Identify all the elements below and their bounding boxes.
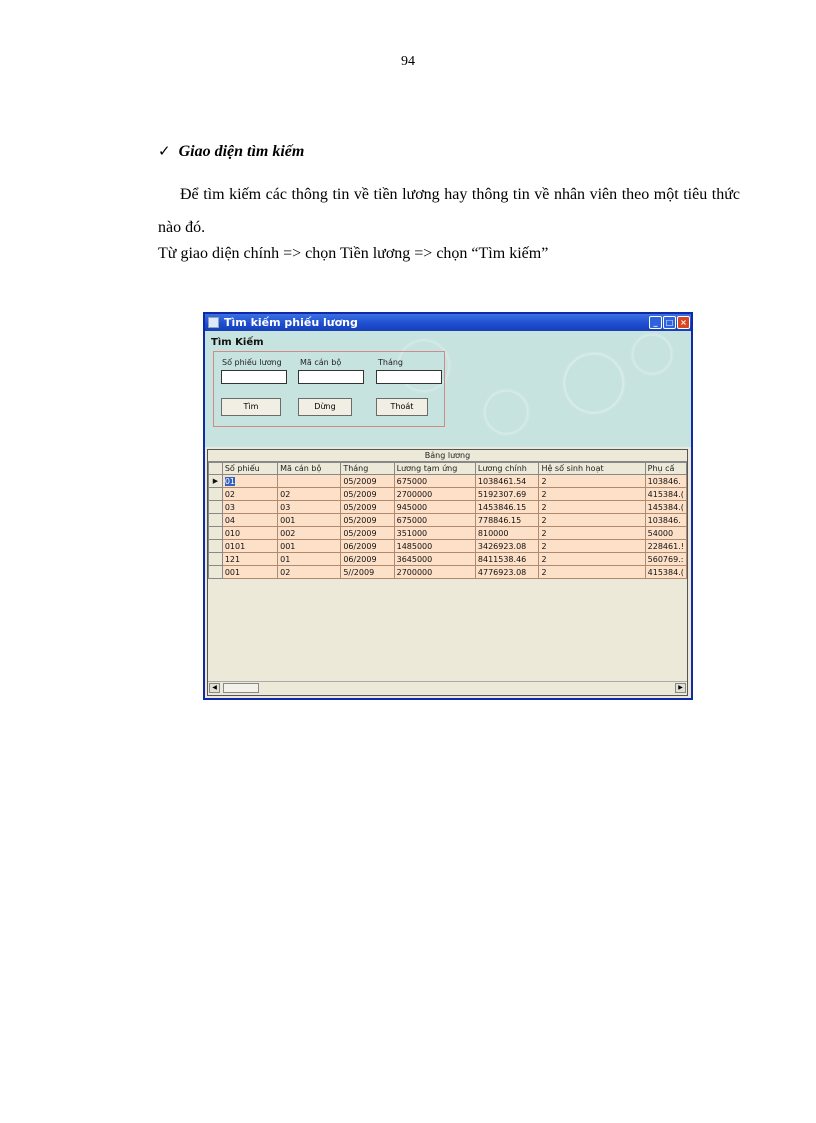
column-header[interactable]: Lương tạm ứng (394, 463, 475, 475)
search-panel (205, 331, 691, 447)
row-selector[interactable] (209, 501, 223, 514)
table-cell[interactable]: 4776923.08 (475, 566, 539, 579)
table-cell[interactable]: 01 (222, 475, 277, 488)
table-cell[interactable]: 54000 (645, 527, 686, 540)
table-cell[interactable]: 1453846.15 (475, 501, 539, 514)
table-cell[interactable]: 5192307.69 (475, 488, 539, 501)
table-cell[interactable]: 103846. (645, 514, 686, 527)
table-cell[interactable]: 2 (539, 566, 645, 579)
table-row[interactable] (209, 566, 687, 579)
table-cell[interactable]: 02 (278, 566, 341, 579)
table-row[interactable] (209, 501, 687, 514)
maximize-icon[interactable]: □ (663, 316, 676, 329)
table-row[interactable] (209, 527, 687, 540)
scroll-right-icon[interactable]: ▶ (675, 683, 686, 693)
table-cell[interactable]: 01 (278, 553, 341, 566)
app-icon (208, 317, 219, 328)
search-window (203, 312, 693, 700)
ma-can-bo-input[interactable] (298, 370, 364, 384)
section-heading-text: Giao diện tìm kiếm (178, 143, 305, 160)
thoat-button[interactable] (376, 398, 428, 416)
table-cell[interactable]: 2 (539, 540, 645, 553)
table-cell[interactable]: 03 (278, 501, 341, 514)
table-row[interactable] (209, 475, 687, 488)
table-cell[interactable]: 2 (539, 501, 645, 514)
table-cell[interactable]: 2 (539, 527, 645, 540)
table-cell[interactable]: 002 (278, 527, 341, 540)
table-cell[interactable]: 2 (539, 514, 645, 527)
tim-button[interactable]: Tìm (221, 398, 281, 416)
row-selector[interactable] (209, 488, 223, 501)
table-cell[interactable]: 810000 (475, 527, 539, 540)
table-cell[interactable]: 06/2009 (341, 553, 394, 566)
table-cell[interactable]: 1038461.54 (475, 475, 539, 488)
table-cell[interactable]: 02 (278, 488, 341, 501)
column-header[interactable]: Lương chính (475, 463, 539, 475)
window-titlebar[interactable] (205, 314, 691, 331)
navigation-paragraph: Từ giao diện chính => chọn Tiền lương => chọn “Tìm kiếm” (158, 245, 549, 262)
section-heading (158, 142, 304, 161)
table-cell[interactable]: 05/2009 (341, 488, 394, 501)
row-selector-header (209, 463, 223, 475)
table-cell[interactable] (278, 475, 341, 488)
table-cell[interactable]: 228461.! (645, 540, 686, 553)
label-ma-can-bo: Mã cán bộ (300, 358, 342, 367)
table-cell[interactable]: 3426923.08 (475, 540, 539, 553)
table-cell[interactable]: 2700000 (394, 566, 475, 579)
table-row[interactable] (209, 488, 687, 501)
column-header[interactable]: Hệ số sinh hoạt (539, 463, 645, 475)
current-row-arrow-icon[interactable]: ▶ (209, 475, 223, 488)
table-cell[interactable]: 0101 (222, 540, 277, 553)
table-cell[interactable]: 2 (539, 475, 645, 488)
table-cell[interactable]: 2 (539, 553, 645, 566)
search-panel-title: Tìm Kiếm (211, 337, 264, 348)
table-row[interactable] (209, 514, 687, 527)
table-cell[interactable]: 103846. (645, 475, 686, 488)
salary-grid (207, 449, 688, 696)
table-cell[interactable]: 560769.: (645, 553, 686, 566)
table-cell[interactable]: 05/2009 (341, 475, 394, 488)
table-cell[interactable]: 121 (222, 553, 277, 566)
table-cell[interactable]: 05/2009 (341, 501, 394, 514)
table-cell[interactable]: 8411538.46 (475, 553, 539, 566)
table-cell[interactable]: 04 (222, 514, 277, 527)
window-client (205, 331, 691, 698)
table-cell[interactable]: 945000 (394, 501, 475, 514)
table-cell[interactable]: 02 (222, 488, 277, 501)
horizontal-scrollbar[interactable] (208, 681, 687, 695)
row-selector[interactable] (209, 514, 223, 527)
column-header[interactable]: Số phiếu (222, 463, 277, 475)
so-phieu-input[interactable] (221, 370, 287, 384)
label-so-phieu: Số phiếu lương (222, 358, 282, 367)
intro-paragraph: Để tìm kiếm các thông tin về tiền lương hay thông tin về nhân viên theo một tiêu thức nào đó. (158, 186, 740, 236)
column-header[interactable]: Mã cán bộ (278, 463, 341, 475)
table-cell[interactable]: 001 (278, 514, 341, 527)
table-row[interactable] (209, 553, 687, 566)
close-icon[interactable]: × (677, 316, 690, 329)
table-cell[interactable]: 3645000 (394, 553, 475, 566)
checkmark-icon: ✓ (158, 142, 171, 160)
scroll-thumb[interactable] (223, 683, 259, 693)
scroll-left-icon[interactable]: ◀ (209, 683, 220, 693)
table-cell[interactable]: 2 (539, 488, 645, 501)
row-selector[interactable] (209, 527, 223, 540)
table-cell[interactable]: 06/2009 (341, 540, 394, 553)
table-cell[interactable]: 415384.( (645, 488, 686, 501)
column-header[interactable]: Phụ cấ (645, 463, 686, 475)
table-cell[interactable]: 675000 (394, 475, 475, 488)
table-cell[interactable]: 010 (222, 527, 277, 540)
table-cell[interactable]: 03 (222, 501, 277, 514)
table-cell[interactable]: 05/2009 (341, 527, 394, 540)
table-cell[interactable]: 145384.( (645, 501, 686, 514)
window-title: Tìm kiếm phiếu lương (224, 316, 358, 329)
table-cell[interactable]: 05/2009 (341, 514, 394, 527)
dung-button[interactable]: Dừng (298, 398, 352, 416)
grid-caption: Bảng lương (208, 450, 687, 462)
row-selector[interactable] (209, 566, 223, 579)
thoat-label: Thoát (390, 402, 414, 411)
label-thang: Tháng (378, 358, 404, 367)
table-cell[interactable]: 1485000 (394, 540, 475, 553)
table-cell[interactable]: 778846.15 (475, 514, 539, 527)
table-cell[interactable]: 415384.( (645, 566, 686, 579)
table-cell[interactable]: 001 (278, 540, 341, 553)
salary-table (208, 462, 687, 579)
table-cell[interactable]: 675000 (394, 514, 475, 527)
table-cell[interactable]: 001 (222, 566, 277, 579)
search-frame (213, 351, 445, 427)
table-cell[interactable]: 351000 (394, 527, 475, 540)
page-number: 94 (401, 54, 415, 69)
table-cell[interactable]: 5//2009 (341, 566, 394, 579)
table-cell[interactable]: 2700000 (394, 488, 475, 501)
row-selector[interactable] (209, 553, 223, 566)
row-selector[interactable] (209, 540, 223, 553)
minimize-icon[interactable]: _ (649, 316, 662, 329)
thang-input[interactable] (376, 370, 442, 384)
table-row[interactable] (209, 540, 687, 553)
column-header[interactable]: Tháng (341, 463, 394, 475)
